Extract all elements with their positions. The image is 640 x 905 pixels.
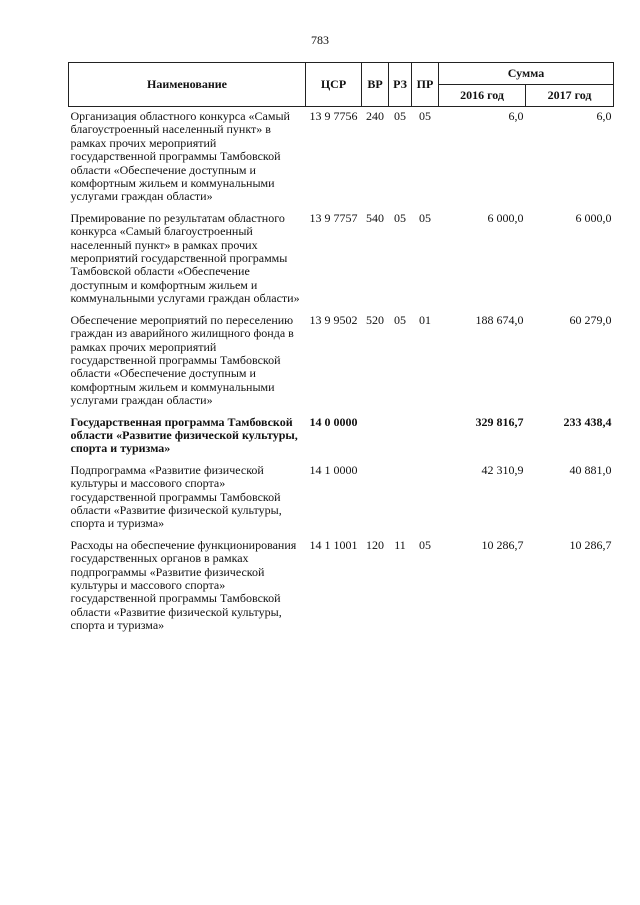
row-pr <box>412 416 439 464</box>
row-pr: 05 <box>419 537 431 552</box>
table-body <box>69 107 614 641</box>
row-amount-2017: 60 279,0 <box>569 312 612 327</box>
row-csr: 14 1 1001 <box>309 537 358 552</box>
row-amount-2017: 233 438,4 <box>563 414 612 429</box>
row-rz <box>389 416 412 464</box>
row-rz <box>389 464 412 539</box>
table-row <box>69 539 614 641</box>
row-amount-2016: 42 310,9 <box>481 462 524 477</box>
row-amount-2016: 188 674,0 <box>475 312 524 327</box>
table-row <box>69 212 614 314</box>
row-amount-2017: 10 286,7 <box>569 537 612 552</box>
row-name: Обеспечение мероприятий по переселению граждан из аварийного жилищного фонда в рамках прочих мероприятий государственной программы Тамбовской области «Обеспечение доступным и комфортным жильем и коммунальными услугами граждан области» <box>70 312 294 408</box>
row-name: Премирование по результатам областного конкурса «Самый благоустроенный населенный пункт» в рамках прочих мероприятий государственной программы Тамбовской области «Обеспечение доступным и комфортным жильем и коммунальными услугами граждан области» <box>70 210 300 306</box>
row-name: Подпрограмма «Развитие физической культуры и массового спорта» государственной программы Тамбовской области «Развитие физической культуры, спорта и туризма» <box>70 462 282 531</box>
row-name: Расходы на обеспечение функционирования государственных органов в рамках подпрограммы «Развитие физической культуры и массового спорта» государственной программы Тамбовской области «Развитие физической культуры, спорта и туризма» <box>70 537 297 633</box>
table-header <box>69 63 614 107</box>
row-amount-2016: 329 816,7 <box>475 414 524 429</box>
row-vr: 520 <box>366 312 384 327</box>
row-name: Организация областного конкурса «Самый благоустроенный населенный пункт» в рамках прочих мероприятий государственной программы Тамбовской области «Обеспечение доступным и комфортным жильем и коммунальными услугами граждан области» <box>70 109 290 204</box>
row-amount-2017: 6,0 <box>596 109 612 123</box>
row-amount-2016: 6 000,0 <box>487 210 524 225</box>
row-vr: 120 <box>366 537 384 552</box>
row-csr: 14 1 0000 <box>309 462 358 477</box>
row-pr: 05 <box>419 109 431 123</box>
row-pr: 01 <box>419 312 431 327</box>
header-year-2016: 2016 год <box>439 85 526 107</box>
row-pr: 05 <box>419 210 431 225</box>
row-name: Государственная программа Тамбовской области «Развитие физической культуры, спорта и туризма» <box>70 414 298 456</box>
row-rz: 05 <box>394 312 406 327</box>
row-amount-2016: 10 286,7 <box>481 537 524 552</box>
row-rz: 05 <box>394 109 406 123</box>
page-number: 783 <box>311 33 329 47</box>
table-row <box>69 416 614 464</box>
row-amount-2017: 40 881,0 <box>569 462 612 477</box>
header-sum: Сумма <box>439 63 614 85</box>
row-rz: 05 <box>394 210 406 225</box>
table-row <box>69 464 614 539</box>
row-csr: 13 9 7757 <box>309 210 358 225</box>
header-year-2017: 2017 год <box>526 85 614 107</box>
row-vr: 540 <box>366 210 384 225</box>
table-row <box>69 107 614 212</box>
row-vr <box>362 464 389 539</box>
header-rz: РЗ <box>389 63 412 107</box>
header-pr: ПР <box>412 63 439 107</box>
row-rz: 11 <box>394 537 406 552</box>
header-csr: ЦСР <box>306 63 362 107</box>
row-amount-2017: 6 000,0 <box>575 210 612 225</box>
row-vr <box>362 416 389 464</box>
row-csr: 14 0 0000 <box>309 414 358 429</box>
header-name: Наименование <box>69 63 306 107</box>
table-row <box>69 314 614 416</box>
header-vr: ВР <box>362 63 389 107</box>
row-pr <box>412 464 439 539</box>
budget-table <box>68 62 614 641</box>
row-csr: 13 9 9502 <box>309 312 358 327</box>
row-vr: 240 <box>366 109 384 123</box>
row-amount-2016: 6,0 <box>508 109 524 123</box>
row-csr: 13 9 7756 <box>309 109 358 123</box>
